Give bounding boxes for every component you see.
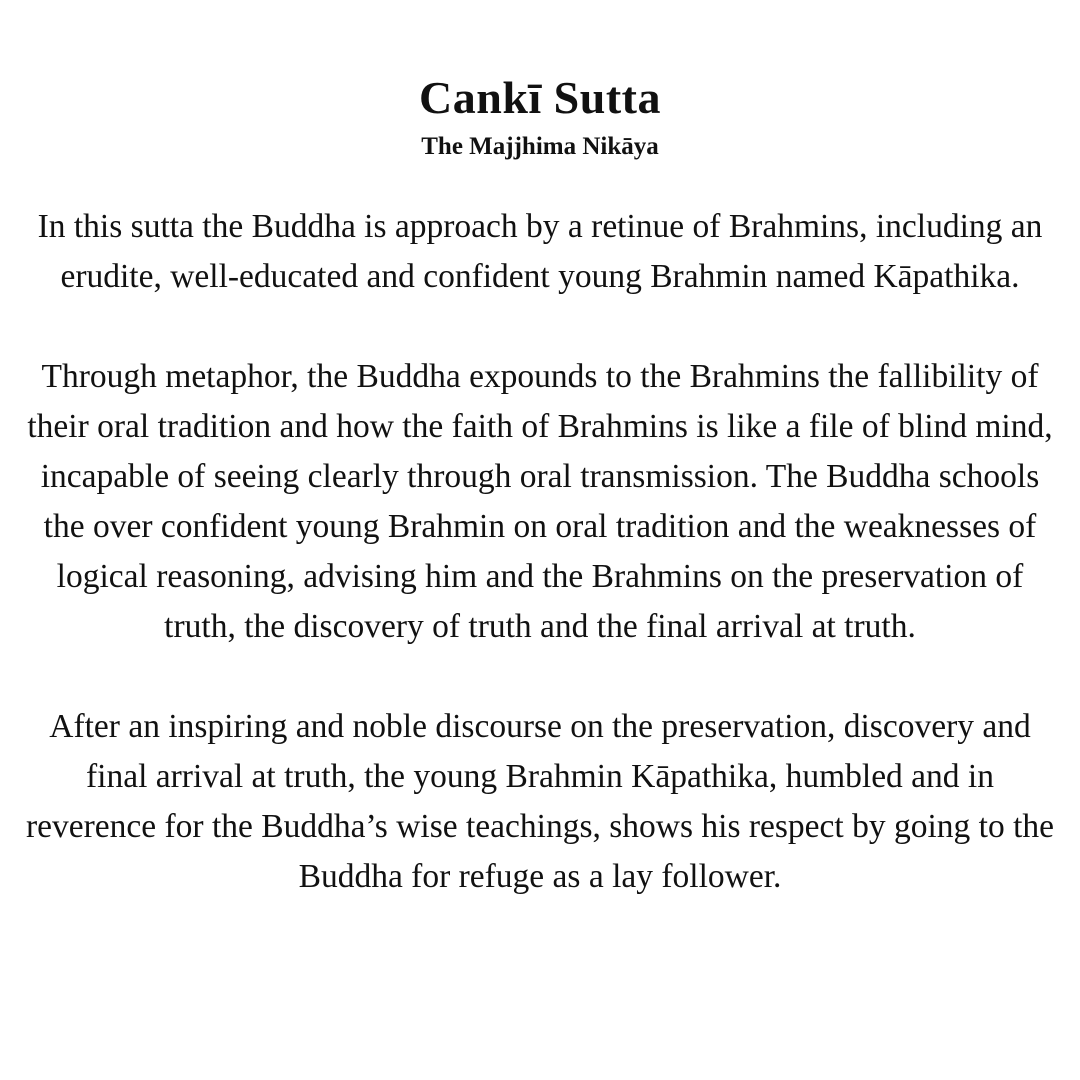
paragraph-conclusion: After an inspiring and noble discourse on the preservation, discovery and final arrival at truth, the young Brahmin Kāpathika, humbled and in reverence for the Buddha’s wise teachings, shows his respect by going to the Buddha for refuge as a lay follower. [26, 708, 1054, 895]
body-text [20, 202, 1060, 952]
paragraph-intro: In this sutta the Buddha is approach by a retinue of Brahmins, including an erudite, well-educated and confident young Brahmin named Kāpathika. [37, 208, 1043, 295]
paragraph-metaphor: Through metaphor, the Buddha expounds to the Brahmins the fallibility of their oral tradition and how the faith of Brahmins is like a file of blind mind, incapable of seeing clearly through oral transmission. The Buddha schools the over confident young Brahmin on oral tradition and the weaknesses of logical reasoning, advising him and the Brahmins on the preservation of truth, the discovery of truth and the final arrival at truth. [27, 358, 1053, 645]
page-subtitle: The Majjhima Nikāya [421, 133, 659, 160]
page-title: Cankī Sutta [419, 72, 661, 123]
